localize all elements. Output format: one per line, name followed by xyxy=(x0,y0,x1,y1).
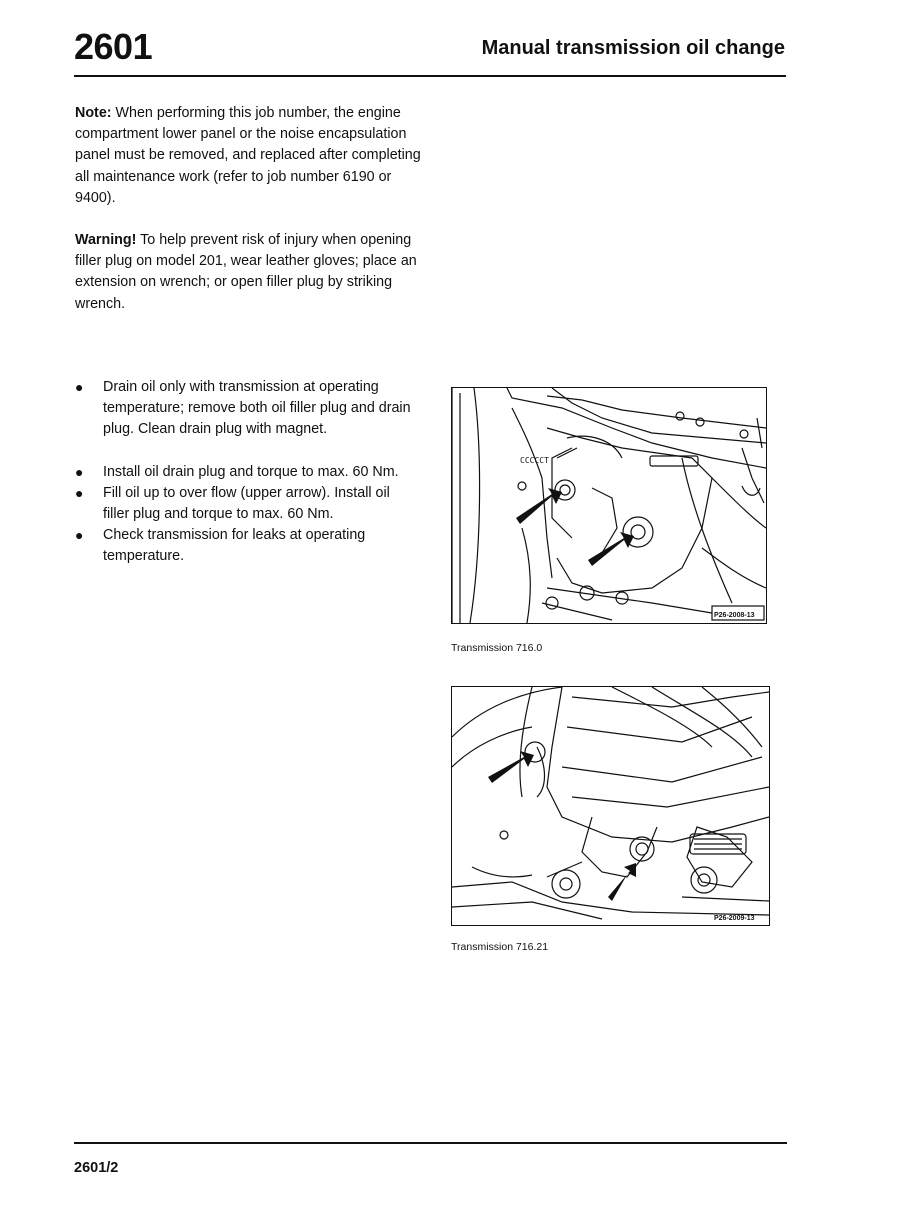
figure-transmission-716-21 xyxy=(451,686,770,926)
step-text: Drain oil only with transmission at operating temperature; remove both oil filler plug and drain plug. Clean drain plug with magnet. xyxy=(103,379,411,438)
note-label: Note: xyxy=(75,105,112,121)
page-title: Manual transmission oil change xyxy=(481,37,785,59)
bullet-icon: ● xyxy=(75,527,84,544)
note-text: When performing this job number, the engine compartment lower panel or the noise encapsulation panel must be removed, and replaced after completing all maintenance work (refer to job number 6190 or 9400). xyxy=(75,105,421,206)
footer-divider xyxy=(74,1142,787,1144)
step-text: Install oil drain plug and torque to max. 60 Nm. xyxy=(103,463,399,480)
step-item xyxy=(75,483,420,525)
warning-paragraph xyxy=(75,230,425,315)
step-text: Fill oil up to over flow (upper arrow). Install oil filler plug and torque to max. 60 Nm. xyxy=(103,484,390,523)
transmission-716-0-illustration xyxy=(452,388,766,623)
step-item xyxy=(75,525,420,567)
note-paragraph xyxy=(75,103,425,209)
bullet-icon: ● xyxy=(75,379,84,395)
procedure-steps xyxy=(75,377,420,568)
figure-1-caption: Transmission 716.0 xyxy=(451,642,543,654)
job-number: 2601 xyxy=(74,26,153,67)
transmission-716-21-illustration xyxy=(452,687,769,925)
step-item xyxy=(75,377,420,441)
figure-1-ref-code: P26-2008-13 xyxy=(714,612,755,619)
step-item xyxy=(75,462,420,483)
warning-label: Warning! xyxy=(75,232,137,248)
page-number: 2601/2 xyxy=(74,1160,119,1176)
figure-2-ref-code: P26-2009-13 xyxy=(714,915,755,922)
figure-transmission-716-0 xyxy=(451,387,767,624)
step-text: Check transmission for leaks at operating temperature. xyxy=(103,527,366,565)
figure-1-plate-text: CCCCCT xyxy=(520,456,549,465)
figure-2-caption: Transmission 716.21 xyxy=(451,941,549,953)
header-divider xyxy=(74,75,786,77)
warning-text: To help prevent risk of injury when opening filler plug on model 201, wear leather gloves; place an extension on wrench; or open filler plug by striking wrench. xyxy=(75,232,417,312)
bullet-icon: ● xyxy=(75,463,84,480)
bullet-icon: ● xyxy=(75,484,84,501)
